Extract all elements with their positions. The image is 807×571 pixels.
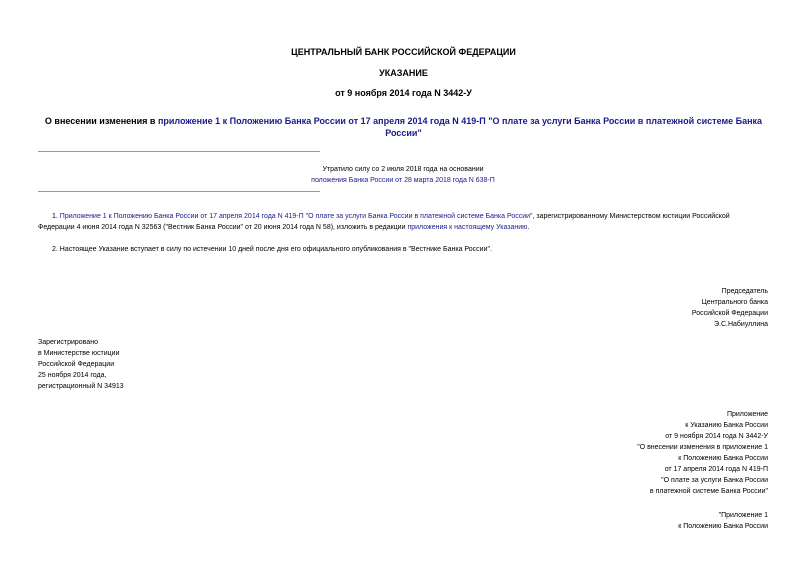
- signature-line: Российской Федерации: [691, 310, 768, 317]
- appendix-line: к Положению Банка России: [678, 455, 768, 462]
- appendix-line: от 9 ноября 2014 года N 3442-У: [665, 433, 768, 440]
- divider-bottom: [38, 191, 320, 192]
- para1-text: , зарегистрированному Министерством юстиции Российской Федерации 4 июня 2014 года N 32563 ("Вестник Банка России" от 20 июня 2014 года N 58), изложить в редакции: [38, 213, 730, 231]
- divider-top: [38, 151, 320, 152]
- appendix-line: "О внесении изменения в приложение 1: [637, 444, 768, 451]
- para1-link-appendix[interactable]: приложения к настоящему Указанию: [407, 224, 528, 231]
- repeal-note: [38, 164, 768, 186]
- signature-line: Центрального банка: [701, 299, 768, 306]
- appendix-line: Приложение: [726, 411, 768, 418]
- repeal-text: Утратило силу со 2 июля 2018 года на основании: [322, 166, 484, 173]
- paragraph-2: 2. Настоящее Указание вступает в силу по истечении 10 дней после дня его официального опубликования в "Вестнике Банка России".: [52, 246, 492, 253]
- appendix-line: "О плате за услуги Банка России: [661, 477, 768, 484]
- registration-line: 25 ноября 2014 года,: [38, 372, 107, 379]
- para1-number: 1.: [52, 213, 60, 220]
- appendix-line: в платежной системе Банка России": [649, 488, 768, 495]
- appendix-1-header: [450, 510, 768, 532]
- registration-line: в Министерстве юстиции: [38, 350, 120, 357]
- signature-line: Э.С.Набиуллина: [713, 321, 768, 328]
- signature-line: Председатель: [721, 288, 768, 295]
- appendix-header: [450, 409, 768, 497]
- doc-subject: [40, 115, 767, 139]
- subject-prefix: О внесении изменения в: [44, 116, 158, 126]
- registration-line: Зарегистрировано: [38, 339, 98, 346]
- repeal-link[interactable]: положения Банка России от 28 марта 2018 года N 638-П: [311, 177, 495, 184]
- signature-block: [500, 286, 768, 330]
- registration-line: регистрационный N 34913: [38, 383, 124, 390]
- appendix-line: от 17 апреля 2014 года N 419-П: [664, 466, 768, 473]
- doc-type: УКАЗАНИЕ: [379, 68, 428, 78]
- registration-line: Российской Федерации: [38, 361, 115, 368]
- doc-date-number: от 9 ноября 2014 года N 3442-У: [335, 88, 472, 98]
- para1-link-regulation[interactable]: Приложение 1 к Положению Банка России от 17 апреля 2014 года N 419-П "О плате за услуги Банка России в платежной системе Банка России": [59, 213, 533, 220]
- appendix-line: к Указанию Банка России: [685, 422, 768, 429]
- subject-link[interactable]: приложение 1 к Положению Банка России от 17 апреля 2014 года N 419-П "О плате за услуги Банка России в платежной системе Банка России": [157, 116, 763, 138]
- paragraph-1: [38, 211, 768, 233]
- appendix-1-line: "Приложение 1: [718, 512, 768, 519]
- org-title: ЦЕНТРАЛЬНЫЙ БАНК РОССИЙСКОЙ ФЕДЕРАЦИИ: [291, 47, 516, 57]
- appendix-1-line: к Положению Банка России: [678, 523, 768, 530]
- registration-block: [38, 337, 238, 392]
- para1-end: .: [527, 224, 530, 231]
